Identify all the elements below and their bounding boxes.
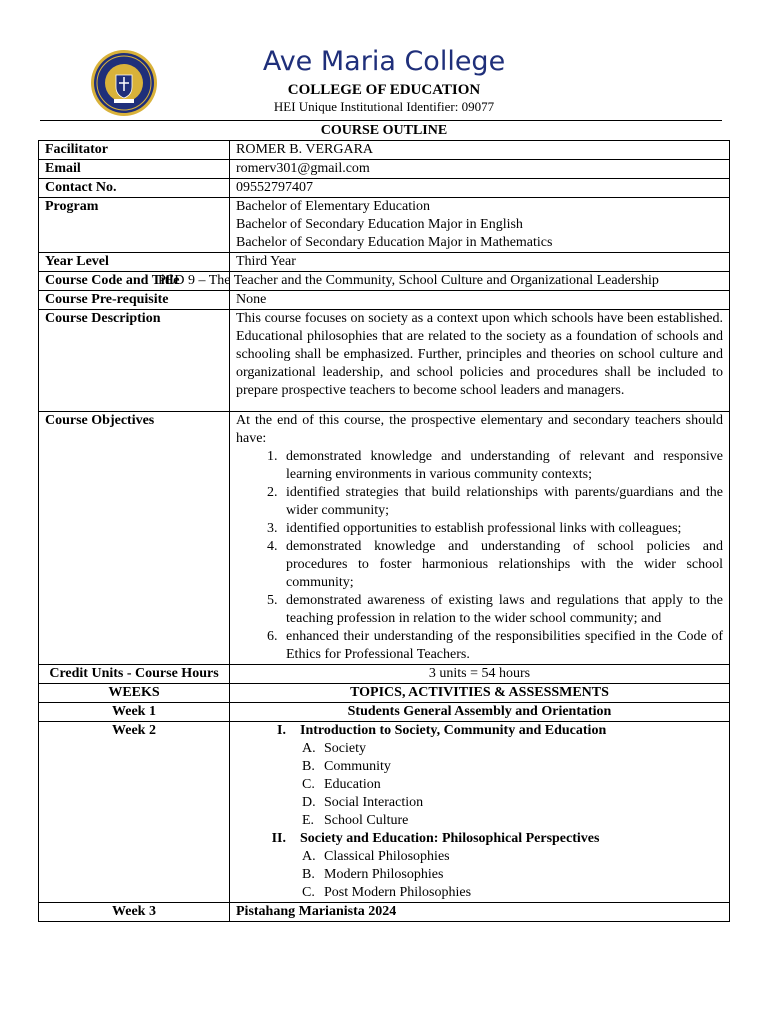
topic-heading — [236, 722, 723, 740]
credit-units-row — [39, 665, 730, 684]
topic-numeral: II. — [271, 831, 286, 846]
description-label: Course Description — [39, 310, 230, 412]
course-outline-title: COURSE OUTLINE — [320, 123, 448, 138]
credit-units-label: Credit Units - Course Hours — [39, 665, 230, 684]
subtopic-item — [236, 812, 723, 830]
objective-item: 5. demonstrated awareness of existing laws and regulations that apply to the teaching profession in relation to the wider school community; and — [281, 592, 723, 628]
topic-numeral: I. — [277, 723, 286, 738]
objective-item: 2. identified strategies that build relationships with parents/guardians and the wider community; — [281, 484, 723, 520]
subtopic-text: Education — [324, 777, 381, 792]
course-code-label: Course Code and Title — [39, 272, 230, 291]
course-code-row — [39, 272, 730, 291]
year-level-label: Year Level — [39, 253, 230, 272]
subtopic-item — [236, 776, 723, 794]
week-3-label: Week 3 — [39, 903, 230, 922]
subtopic-item — [236, 758, 723, 776]
program-item: Bachelor of Secondary Education Major in English — [236, 217, 523, 232]
document-header — [0, 0, 768, 122]
program-row — [39, 198, 730, 253]
contact-value: 09552797407 — [230, 179, 730, 198]
objective-item: 3. identified opportunities to establish professional links with colleagues; — [281, 520, 723, 538]
facilitator-value: ROMER B. VERGARA — [230, 141, 730, 160]
course-code-value: PED 9 – The Teacher and the Community, School Culture and Organizational Leadership — [230, 272, 730, 291]
objectives-list — [236, 448, 723, 664]
email-label: Email — [39, 160, 230, 179]
description-row — [39, 310, 730, 412]
email-value[interactable]: romerv301@gmail.com — [230, 160, 730, 179]
subtopic-item — [236, 866, 723, 884]
course-outline-table — [38, 140, 730, 922]
facilitator-label: Facilitator — [39, 141, 230, 160]
subtopic-text: School Culture — [324, 813, 409, 828]
topic-title: Society and Education: Philosophical Perspectives — [300, 831, 600, 846]
contact-row — [39, 179, 730, 198]
subtopic-item — [236, 794, 723, 812]
week-2-label: Week 2 — [39, 722, 230, 903]
college-name: Ave Maria College — [262, 46, 506, 77]
subtopic-letter: B. — [302, 759, 315, 774]
course-description: This course focuses on society as a context upon which schools have been established. Educational philosophies that are related to the society as a foundation of schools and schooling shall be emphasized. Further, principles and theories on school culture and organizational leadership, and school policies and procedures shall be included to prepare prospective teachers to become school leaders and managers. — [230, 310, 730, 412]
subtopic-text: Post Modern Philosophies — [324, 885, 472, 900]
weeks-header: WEEKS — [39, 684, 230, 703]
program-item: Bachelor of Secondary Education Major in Mathematics — [236, 235, 553, 250]
subtopic-letter: E. — [302, 813, 315, 828]
hei-identifier: HEI Unique Institutional Identifier: 09077 — [273, 99, 495, 114]
topic-title: Introduction to Society, Community and Education — [300, 723, 607, 738]
subtopic-letter: B. — [302, 867, 315, 882]
contact-label: Contact No. — [39, 179, 230, 198]
program-list — [230, 198, 730, 253]
week-1-topic: Students General Assembly and Orientation — [230, 703, 730, 722]
objectives-intro: At the end of this course, the prospective elementary and secondary teachers should have: — [236, 413, 723, 446]
subtopic-item — [236, 884, 723, 902]
department-name: COLLEGE OF EDUCATION — [287, 82, 481, 98]
program-label: Program — [39, 198, 230, 253]
objective-item: 4. demonstrated knowledge and understanding of school policies and procedures to foster harmonious relationships with the wider school community; — [281, 538, 723, 592]
subtopic-text: Classical Philosophies — [324, 849, 450, 864]
schedule-header-row — [39, 684, 730, 703]
week-3-row — [39, 903, 730, 922]
week-1-row — [39, 703, 730, 722]
objective-item: 1. demonstrated knowledge and understanding of relevant and responsive learning environments in various community contexts; — [281, 448, 723, 484]
objective-item: 6. enhanced their understanding of the responsibilities specified in the Code of Ethics for Professional Teachers. — [281, 628, 723, 664]
subtopic-text: Social Interaction — [324, 795, 424, 810]
week-3-topic: Pistahang Marianista 2024 — [230, 903, 730, 922]
year-level-row — [39, 253, 730, 272]
prerequisite-label: Course Pre-requisite — [39, 291, 230, 310]
subtopic-letter: A. — [302, 741, 316, 756]
subtopic-letter: D. — [302, 795, 316, 810]
objectives-row — [39, 412, 730, 665]
subtopic-text: Community — [324, 759, 391, 774]
program-item: Bachelor of Elementary Education — [236, 199, 430, 214]
week-1-label: Week 1 — [39, 703, 230, 722]
credit-units-value: 3 units = 54 hours — [230, 665, 730, 684]
objectives-cell — [230, 412, 730, 665]
subtopic-item — [236, 848, 723, 866]
facilitator-row — [39, 141, 730, 160]
header-divider — [40, 120, 722, 121]
topics-header: TOPICS, ACTIVITIES & ASSESSMENTS — [230, 684, 730, 703]
subtopic-text: Modern Philosophies — [324, 867, 444, 882]
week-2-row — [39, 722, 730, 903]
subtopic-letter: C. — [302, 885, 315, 900]
topic-heading — [236, 830, 723, 848]
subtopic-letter: C. — [302, 777, 315, 792]
subtopic-item — [236, 740, 723, 758]
week-2-topics — [230, 722, 730, 903]
subtopic-letter: A. — [302, 849, 316, 864]
objectives-label: Course Objectives — [39, 412, 230, 665]
prerequisite-value: None — [230, 291, 730, 310]
email-row — [39, 160, 730, 179]
subtopic-text: Society — [324, 741, 366, 756]
prerequisite-row — [39, 291, 730, 310]
year-level-value: Third Year — [230, 253, 730, 272]
